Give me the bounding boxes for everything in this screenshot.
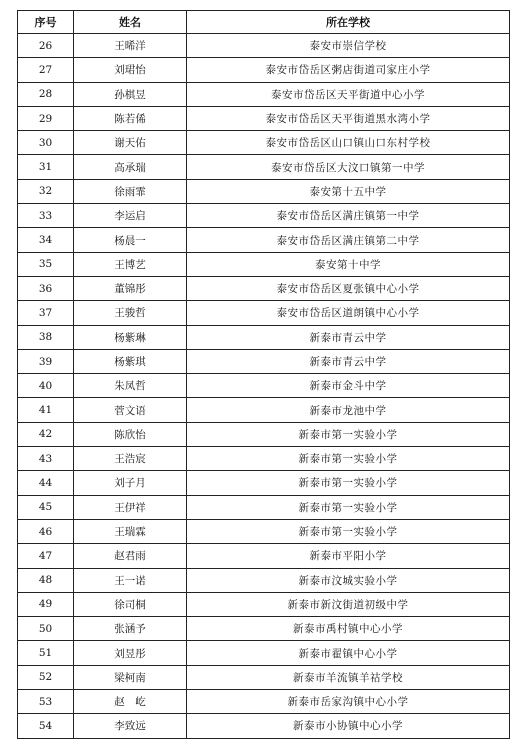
table-row — [18, 349, 510, 373]
cell-index: 43 — [18, 447, 74, 471]
cell-school: 泰安市岱岳区大汶口镇第一中学 — [187, 155, 510, 179]
cell-name: 张涵予 — [74, 617, 187, 641]
cell-index: 49 — [18, 592, 74, 616]
cell-index: 37 — [18, 301, 74, 325]
cell-name: 陈欣怡 — [74, 422, 187, 446]
table-row — [18, 301, 510, 325]
header-row — [18, 11, 510, 34]
cell-name: 高承瑞 — [74, 155, 187, 179]
cell-school: 新泰市第一实验小学 — [187, 447, 510, 471]
cell-index: 29 — [18, 106, 74, 130]
cell-index: 41 — [18, 398, 74, 422]
cell-name: 董锦彤 — [74, 276, 187, 300]
cell-school: 新泰市小协镇中心小学 — [187, 714, 510, 738]
cell-name: 李运启 — [74, 204, 187, 228]
cell-school: 新泰市第一实验小学 — [187, 519, 510, 543]
cell-school: 泰安市岱岳区天平街道黑水湾小学 — [187, 106, 510, 130]
table-row — [18, 422, 510, 446]
cell-school: 泰安市岱岳区夏张镇中心小学 — [187, 276, 510, 300]
cell-school: 新泰市青云中学 — [187, 325, 510, 349]
cell-school: 泰安市岱岳区满庄镇第二中学 — [187, 228, 510, 252]
cell-index: 38 — [18, 325, 74, 349]
table-row — [18, 471, 510, 495]
table-row — [18, 228, 510, 252]
cell-index: 35 — [18, 252, 74, 276]
cell-index: 50 — [18, 617, 74, 641]
cell-school: 新泰市羊流镇羊祜学校 — [187, 665, 510, 689]
cell-index: 44 — [18, 471, 74, 495]
table-row — [18, 155, 510, 179]
table-row — [18, 82, 510, 106]
table-row — [18, 179, 510, 203]
cell-name: 王骏哲 — [74, 301, 187, 325]
cell-name: 徐雨霏 — [74, 179, 187, 203]
cell-school: 新泰市龙池中学 — [187, 398, 510, 422]
header-index: 序号 — [18, 11, 74, 34]
table-body — [18, 34, 510, 739]
cell-name: 王晞洋 — [74, 34, 187, 58]
cell-index: 27 — [18, 58, 74, 82]
table-row — [18, 714, 510, 738]
table-row — [18, 204, 510, 228]
cell-name: 王伊祥 — [74, 495, 187, 519]
table-row — [18, 592, 510, 616]
header-name: 姓名 — [74, 11, 187, 34]
cell-index: 34 — [18, 228, 74, 252]
cell-index: 47 — [18, 544, 74, 568]
table-row — [18, 374, 510, 398]
cell-index: 36 — [18, 276, 74, 300]
cell-school: 泰安第十五中学 — [187, 179, 510, 203]
cell-index: 26 — [18, 34, 74, 58]
cell-name: 李致远 — [74, 714, 187, 738]
cell-index: 39 — [18, 349, 74, 373]
cell-name: 杨晨一 — [74, 228, 187, 252]
table-row — [18, 665, 510, 689]
table-row — [18, 519, 510, 543]
table-row — [18, 690, 510, 714]
cell-school: 新泰市第一实验小学 — [187, 422, 510, 446]
cell-index: 28 — [18, 82, 74, 106]
table-row — [18, 34, 510, 58]
cell-index: 51 — [18, 641, 74, 665]
cell-name: 谢天佑 — [74, 131, 187, 155]
cell-school: 新泰市翟镇中心小学 — [187, 641, 510, 665]
table-row — [18, 568, 510, 592]
cell-school: 泰安市岱岳区山口镇山口东村学校 — [187, 131, 510, 155]
cell-name: 朱凤哲 — [74, 374, 187, 398]
cell-name: 刘子月 — [74, 471, 187, 495]
table-row — [18, 495, 510, 519]
table-row — [18, 447, 510, 471]
cell-school: 新泰市第一实验小学 — [187, 495, 510, 519]
cell-name: 梁柯南 — [74, 665, 187, 689]
table-row — [18, 398, 510, 422]
table-row — [18, 544, 510, 568]
cell-index: 52 — [18, 665, 74, 689]
cell-school: 新泰市第一实验小学 — [187, 471, 510, 495]
cell-school: 泰安市崇信学校 — [187, 34, 510, 58]
cell-index: 48 — [18, 568, 74, 592]
cell-index: 32 — [18, 179, 74, 203]
cell-name: 王博艺 — [74, 252, 187, 276]
table-row — [18, 325, 510, 349]
table-header — [18, 11, 510, 34]
table-row — [18, 641, 510, 665]
table-row — [18, 617, 510, 641]
cell-school: 泰安市岱岳区天平街道中心小学 — [187, 82, 510, 106]
cell-index: 31 — [18, 155, 74, 179]
cell-index: 46 — [18, 519, 74, 543]
cell-school: 泰安市岱岳区道朗镇中心小学 — [187, 301, 510, 325]
cell-name: 刘珺怡 — [74, 58, 187, 82]
cell-school: 泰安市岱岳区粥店街道司家庄小学 — [187, 58, 510, 82]
cell-school: 新泰市禹村镇中心小学 — [187, 617, 510, 641]
cell-index: 53 — [18, 690, 74, 714]
student-list-table — [17, 10, 510, 739]
cell-index: 42 — [18, 422, 74, 446]
cell-index: 54 — [18, 714, 74, 738]
cell-index: 40 — [18, 374, 74, 398]
cell-name: 刘昱彤 — [74, 641, 187, 665]
cell-school: 新泰市金斗中学 — [187, 374, 510, 398]
cell-school: 新泰市新汶街道初级中学 — [187, 592, 510, 616]
cell-school: 新泰市岳家沟镇中心小学 — [187, 690, 510, 714]
cell-index: 33 — [18, 204, 74, 228]
cell-name: 菅文语 — [74, 398, 187, 422]
cell-name: 王瑞霖 — [74, 519, 187, 543]
cell-name: 杨紫琪 — [74, 349, 187, 373]
cell-name: 陈若俙 — [74, 106, 187, 130]
cell-name: 赵 屹 — [74, 690, 187, 714]
cell-school: 新泰市平阳小学 — [187, 544, 510, 568]
cell-name: 徐司桐 — [74, 592, 187, 616]
table-row — [18, 58, 510, 82]
cell-index: 30 — [18, 131, 74, 155]
table-row — [18, 106, 510, 130]
cell-name: 赵君雨 — [74, 544, 187, 568]
cell-school: 新泰市汶城实验小学 — [187, 568, 510, 592]
cell-name: 王浩宸 — [74, 447, 187, 471]
cell-name: 孙棋昱 — [74, 82, 187, 106]
table-row — [18, 252, 510, 276]
cell-index: 45 — [18, 495, 74, 519]
cell-name: 杨紫琳 — [74, 325, 187, 349]
cell-name: 王一诺 — [74, 568, 187, 592]
cell-school: 泰安第十中学 — [187, 252, 510, 276]
table-row — [18, 276, 510, 300]
cell-school: 新泰市青云中学 — [187, 349, 510, 373]
table-row — [18, 131, 510, 155]
header-school: 所在学校 — [187, 11, 510, 34]
cell-school: 泰安市岱岳区满庄镇第一中学 — [187, 204, 510, 228]
